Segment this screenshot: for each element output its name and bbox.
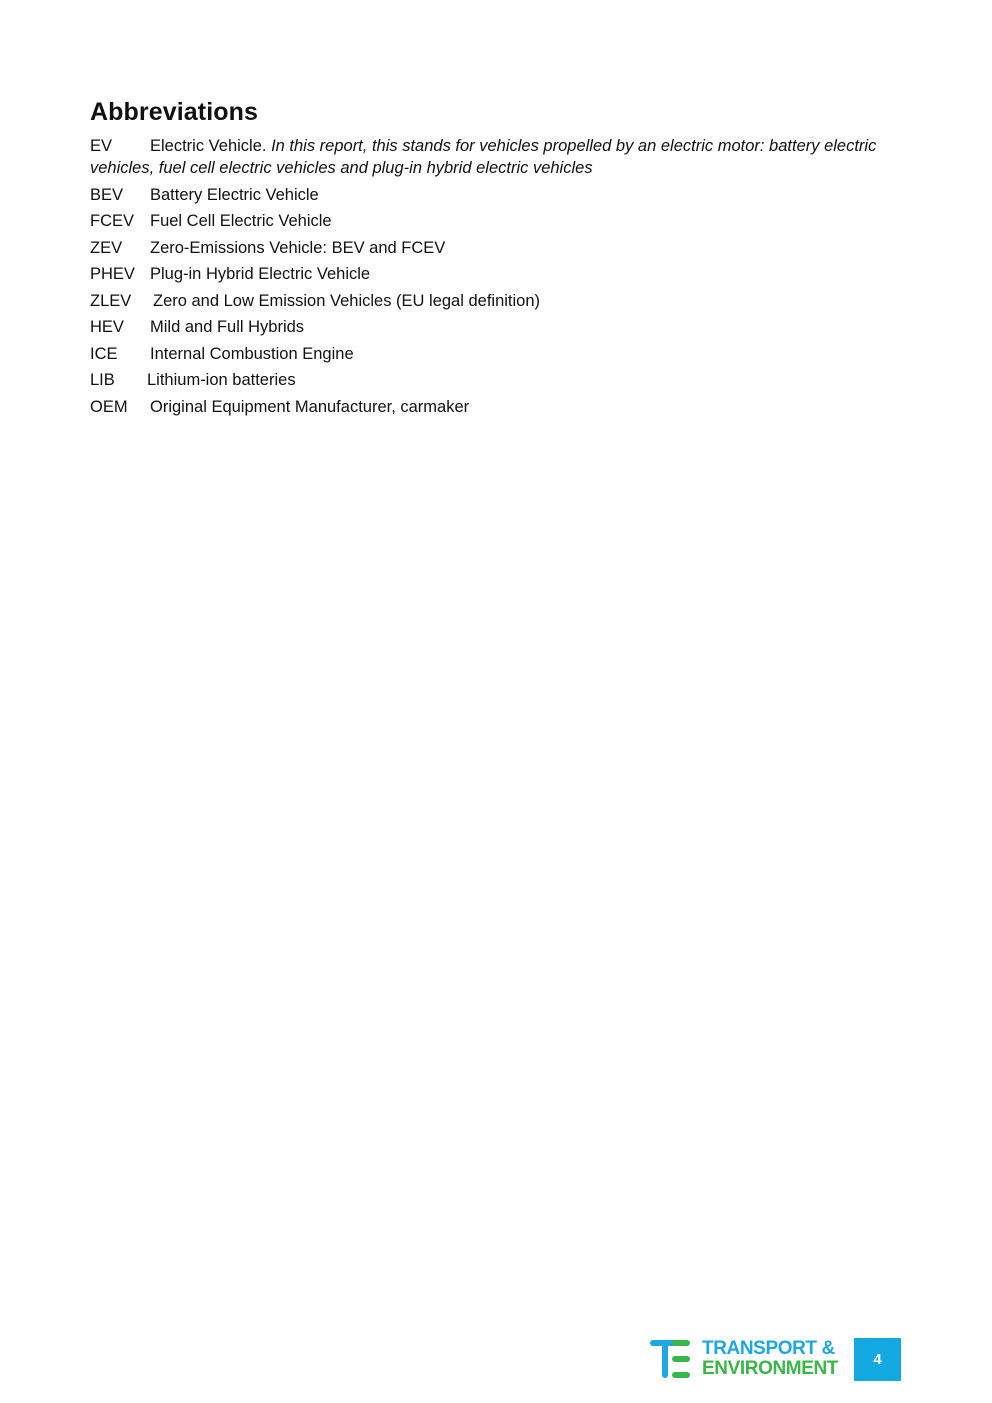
abbreviation-term: EV <box>90 137 113 155</box>
abbreviation-definition: Plug-in Hybrid Electric Vehicle <box>150 265 371 283</box>
abbreviation-row-lib <box>90 369 910 391</box>
page-number: 4 <box>854 1338 901 1381</box>
abbreviation-definition: Original Equipment Manufacturer, carmaker <box>150 397 470 416</box>
abbreviation-definition: Electric Vehicle. <box>150 137 267 155</box>
abbreviation-term: ZEV <box>90 238 123 257</box>
brand-logo <box>650 1339 846 1381</box>
abbreviation-definition: Mild and Full Hybrids <box>150 318 305 336</box>
abbreviation-term: OEM <box>90 397 128 416</box>
abbreviation-row-phev <box>90 263 910 285</box>
abbreviation-row-zev <box>90 237 910 259</box>
abbreviation-term: BEV <box>90 185 124 204</box>
logo-line-1: TRANSPORT & <box>702 1338 835 1359</box>
abbreviation-term: PHEV <box>90 265 135 283</box>
abbreviation-row-zlev <box>90 290 910 312</box>
abbreviation-term: FCEV <box>90 212 135 230</box>
abbreviation-row-fcev <box>90 210 910 232</box>
abbreviation-term: LIB <box>90 371 115 389</box>
logo-line-2: ENVIRONMENT <box>702 1358 838 1379</box>
abbreviation-definition: Zero-Emissions Vehicle: BEV and FCEV <box>150 238 446 257</box>
abbreviation-row-oem <box>90 396 910 418</box>
abbreviation-term: ZLEV <box>90 291 132 310</box>
abbreviation-row-ice <box>90 343 910 365</box>
abbreviation-definition: Internal Combustion Engine <box>150 344 354 363</box>
abbreviation-row-ev <box>90 135 910 179</box>
abbreviation-term: HEV <box>90 318 124 336</box>
abbreviation-definition: Fuel Cell Electric Vehicle <box>150 212 332 230</box>
abbreviation-definition: Lithium-ion batteries <box>147 371 296 389</box>
abbreviation-term: ICE <box>90 344 118 363</box>
abbreviation-note: In this report, this stands for vehicles propelled by an electric motor: battery electric vehicles, fuel cell electric vehicles and plug-in hybrid electric vehicles <box>90 137 877 177</box>
logo-wordmark <box>702 1339 838 1379</box>
abbreviation-row-hev <box>90 316 910 338</box>
abbreviation-definition: Battery Electric Vehicle <box>150 185 319 204</box>
page-title: Abbreviations <box>90 98 258 126</box>
te-logo-icon <box>650 1339 692 1379</box>
abbreviation-row-bev <box>90 184 910 206</box>
abbreviation-list <box>90 135 910 422</box>
abbreviation-definition: Zero and Low Emission Vehicles (EU legal definition) <box>153 291 541 310</box>
